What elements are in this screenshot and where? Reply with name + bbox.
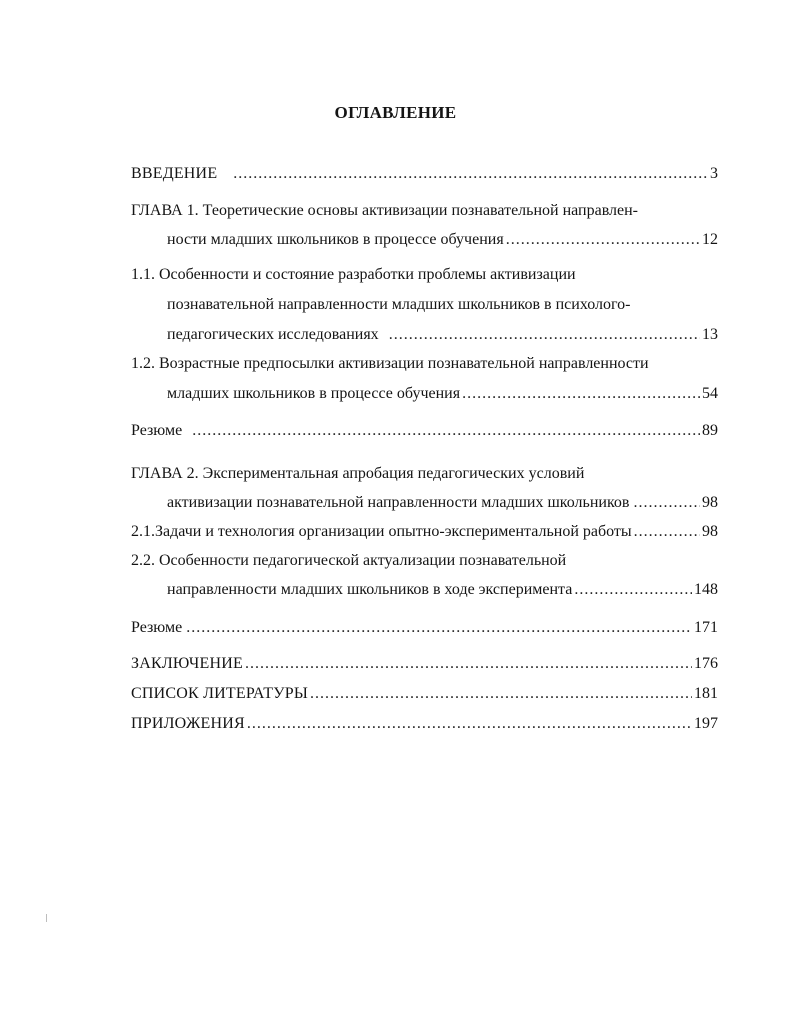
toc-page-number: 98 xyxy=(702,523,718,540)
toc-page-number: 54 xyxy=(702,385,718,402)
toc-label: ВВЕДЕНИЕ xyxy=(131,165,218,182)
scan-mark xyxy=(46,914,47,922)
toc-entry-section-1-2 xyxy=(167,384,718,404)
dot-leader xyxy=(247,714,692,734)
toc-chapter-1-line-1: ГЛАВА 1. Теоретические основы активизации познавательной направлен- xyxy=(131,202,639,219)
dot-leader xyxy=(192,421,700,441)
toc-section-1-2-line-1: 1.2. Возрастные предпосылки активизации познавательной направленности xyxy=(131,355,649,372)
toc-page-number: 89 xyxy=(702,422,718,439)
toc-label: педагогических исследованиях xyxy=(167,326,379,343)
toc-page-number: 197 xyxy=(694,715,718,732)
toc-entry-appendix xyxy=(131,714,718,734)
page-title: ОГЛАВЛЕНИЕ xyxy=(334,103,457,122)
toc-label: Резюме xyxy=(131,619,183,636)
toc-section-2-2-line-1: 2.2. Особенности педагогической актуализации познавательной xyxy=(131,552,567,569)
dot-leader xyxy=(233,164,708,184)
dot-leader xyxy=(310,684,692,704)
dot-leader xyxy=(462,384,700,404)
dot-leader xyxy=(186,618,692,638)
toc-entry-resume-2 xyxy=(131,618,718,638)
toc-label: СПИСОК ЛИТЕРАТУРЫ xyxy=(131,685,308,702)
toc-section-1-1-line-1: 1.1. Особенности и состояние разработки проблемы активизации xyxy=(131,266,576,283)
toc-entry-resume-1 xyxy=(131,421,718,441)
toc-page-number: 13 xyxy=(702,326,718,343)
toc-entry-chapter-1 xyxy=(167,230,718,250)
toc-entry-chapter-2 xyxy=(167,493,718,513)
dot-leader xyxy=(389,325,700,345)
toc-label: ности младших школьников в процессе обучения xyxy=(167,231,504,248)
toc-page-number: 98 xyxy=(702,494,718,511)
dot-leader xyxy=(506,230,700,250)
toc-label: младших школьников в процессе обучения xyxy=(167,385,461,402)
toc-page-number: 181 xyxy=(694,685,718,702)
toc-label: ПРИЛОЖЕНИЯ xyxy=(131,715,245,732)
dot-leader xyxy=(634,522,700,542)
toc-page-number: 171 xyxy=(694,619,718,636)
toc-entry-literature xyxy=(131,684,718,704)
toc-page-number: 12 xyxy=(702,231,718,248)
toc-entry-section-1-1 xyxy=(167,325,718,345)
dot-leader xyxy=(633,493,700,513)
toc-entry-section-2-2 xyxy=(167,580,718,600)
toc-section-1-1-line-2: познавательной направленности младших школьников в психолого- xyxy=(167,296,631,313)
toc-entry-intro xyxy=(131,164,718,184)
toc-label: 2.1.Задачи и технология организации опытно-экспериментальной работы xyxy=(131,523,632,540)
toc-label: направленности младших школьников в ходе эксперимента xyxy=(167,581,573,598)
dot-leader xyxy=(245,654,692,674)
toc-page-number: 148 xyxy=(694,581,718,598)
toc-chapter-2-line-1: ГЛАВА 2. Экспериментальная апробация педагогических условий xyxy=(131,465,585,482)
toc-page-number: 176 xyxy=(694,655,718,672)
toc-page-number: 3 xyxy=(710,165,718,182)
toc-label: активизации познавательной направленности младших школьников xyxy=(167,494,630,511)
toc-label: ЗАКЛЮЧЕНИЕ xyxy=(131,655,243,672)
dot-leader xyxy=(574,580,692,600)
toc-entry-conclusion xyxy=(131,654,718,674)
toc-label: Резюме xyxy=(131,422,183,439)
toc-entry-section-2-1 xyxy=(131,522,718,542)
